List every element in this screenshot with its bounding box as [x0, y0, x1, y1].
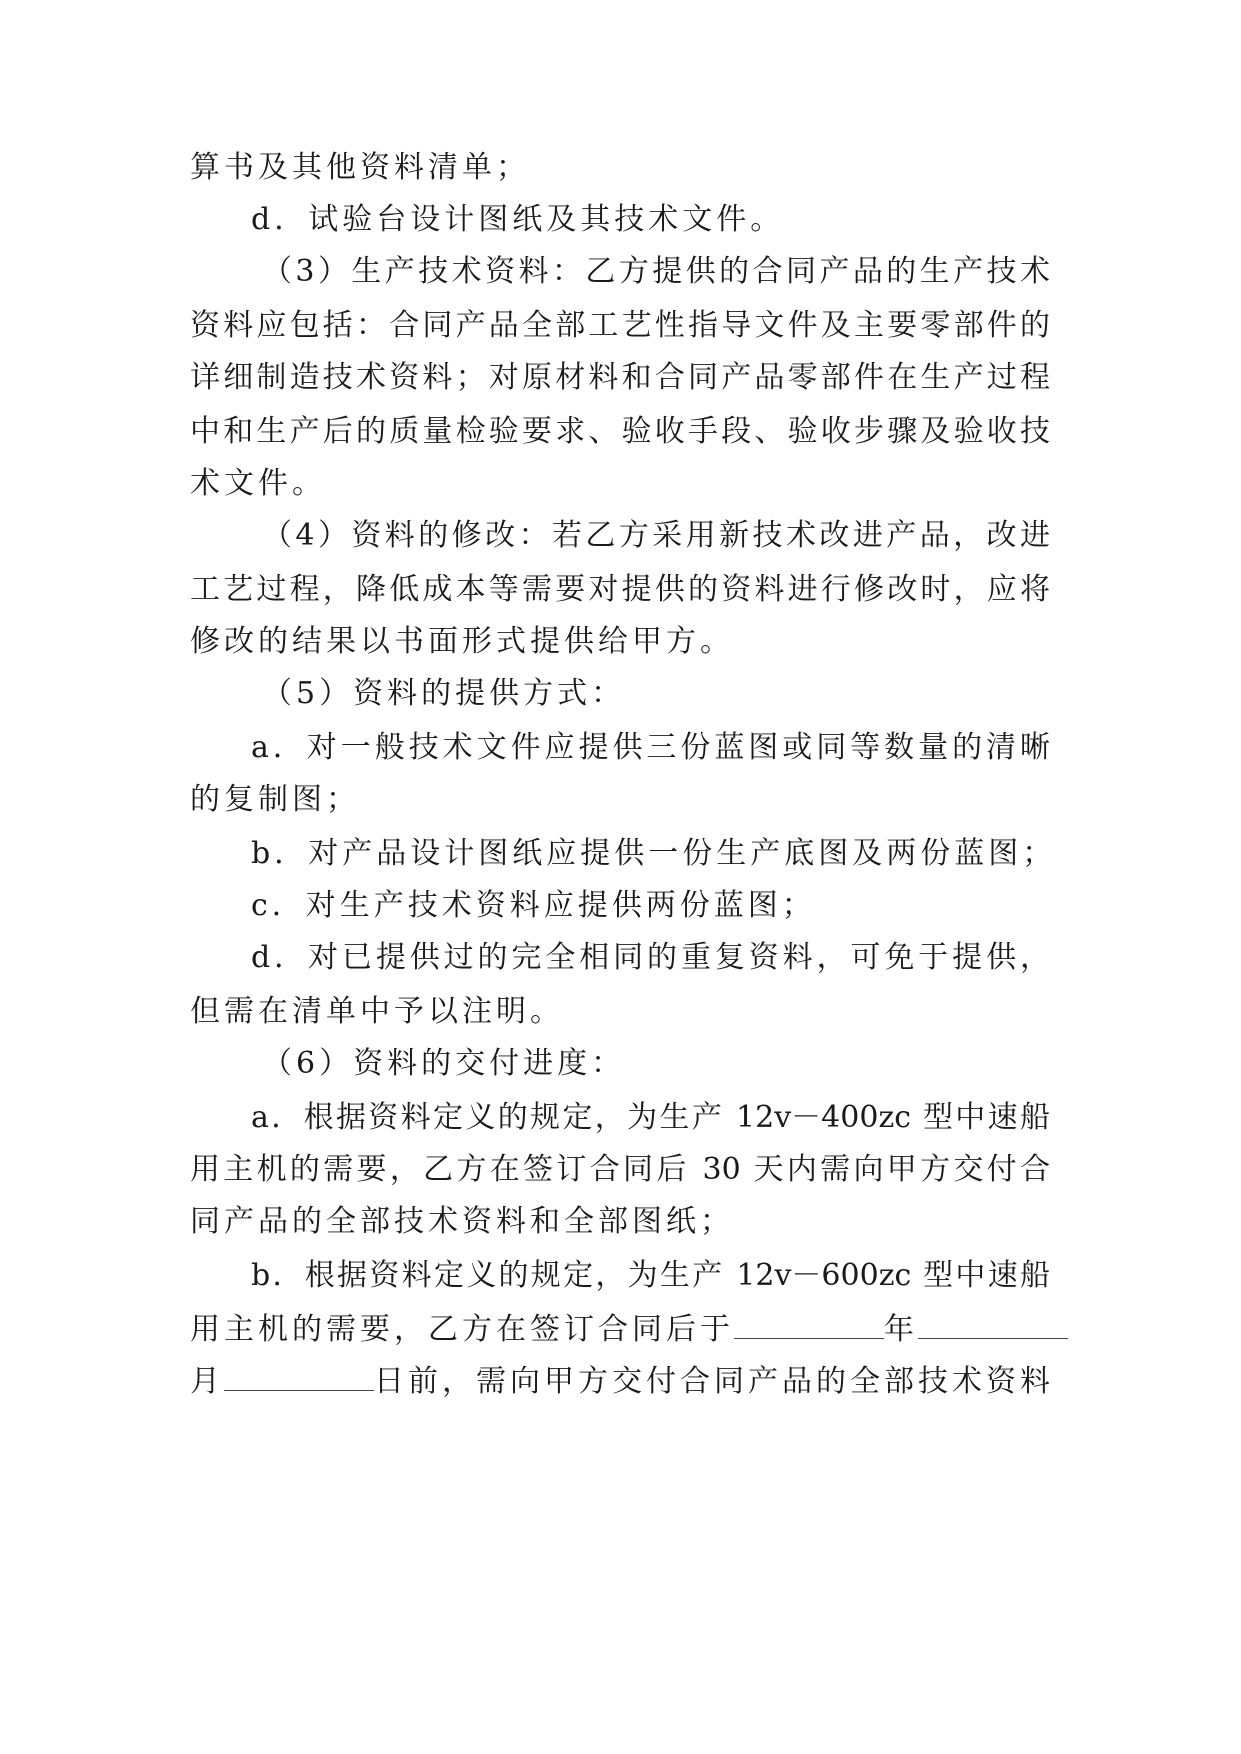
day-blank[interactable] — [224, 1360, 374, 1391]
text-line: （5）资料的提供方式： — [262, 676, 626, 711]
text-line: 资料应包括：合同产品全部工艺性指导文件及主要零部件的 — [190, 308, 1050, 343]
year-blank[interactable] — [734, 1308, 884, 1339]
text-line: a．对一般技术文件应提供三份蓝图或同等数量的清晰 — [251, 730, 1050, 765]
text-line: c．对生产技术资料应提供两份蓝图； — [251, 888, 816, 923]
text-line: 工艺过程，降低成本等需要对提供的资料进行修改时，应将 — [190, 572, 1050, 607]
text-line: （4）资料的修改：若乙方采用新技术改进产品，改进 — [262, 518, 1050, 553]
text-line: 中和生产后的质量检验要求、验收手段、验收步骤及验收技 — [190, 414, 1050, 449]
text-line: 术文件。 — [190, 466, 326, 501]
text-line: 用主机的需要，乙方在签订合同后 30 天内需向甲方交付合 — [190, 1152, 1050, 1187]
text-line: 算书及其他资料清单； — [190, 150, 530, 185]
text-line: b．根据资料定义的规定，为生产 12v－600zc 型中速船 — [251, 1258, 1050, 1293]
text-segment: 用主机的需要，乙方在签订合同后于 — [190, 1312, 734, 1347]
text-line: a．根据资料定义的规定，为生产 12v－400zc 型中速船 — [251, 1100, 1050, 1135]
year-label: 年 — [884, 1312, 918, 1347]
text-line: （3）生产技术资料：乙方提供的合同产品的生产技术 — [262, 254, 1050, 289]
month-label: 月 — [190, 1364, 224, 1399]
text-line: 修改的结果以书面形式提供给甲方。 — [190, 624, 734, 659]
text-line: 的复制图； — [190, 782, 360, 817]
month-blank[interactable] — [918, 1308, 1068, 1339]
text-line: d．试验台设计图纸及其技术文件。 — [251, 202, 785, 237]
text-line: （6）资料的交付进度： — [262, 1046, 626, 1081]
text-segment: 日前，需向甲方交付合同产品的全部技术资料 — [374, 1364, 1054, 1399]
text-line: 同产品的全部技术资料和全部图纸； — [190, 1204, 734, 1239]
text-line: 但需在清单中予以注明。 — [190, 994, 564, 1029]
text-line-with-blanks — [190, 1360, 1054, 1400]
text-line: d．对已提供过的完全相同的重复资料，可免于提供， — [251, 940, 1050, 975]
text-line: 详细制造技术资料；对原材料和合同产品零部件在生产过程 — [190, 360, 1050, 395]
text-line-with-blanks — [190, 1308, 1050, 1348]
text-line: b．对产品设计图纸应提供一份生产底图及两份蓝图； — [251, 836, 1057, 871]
